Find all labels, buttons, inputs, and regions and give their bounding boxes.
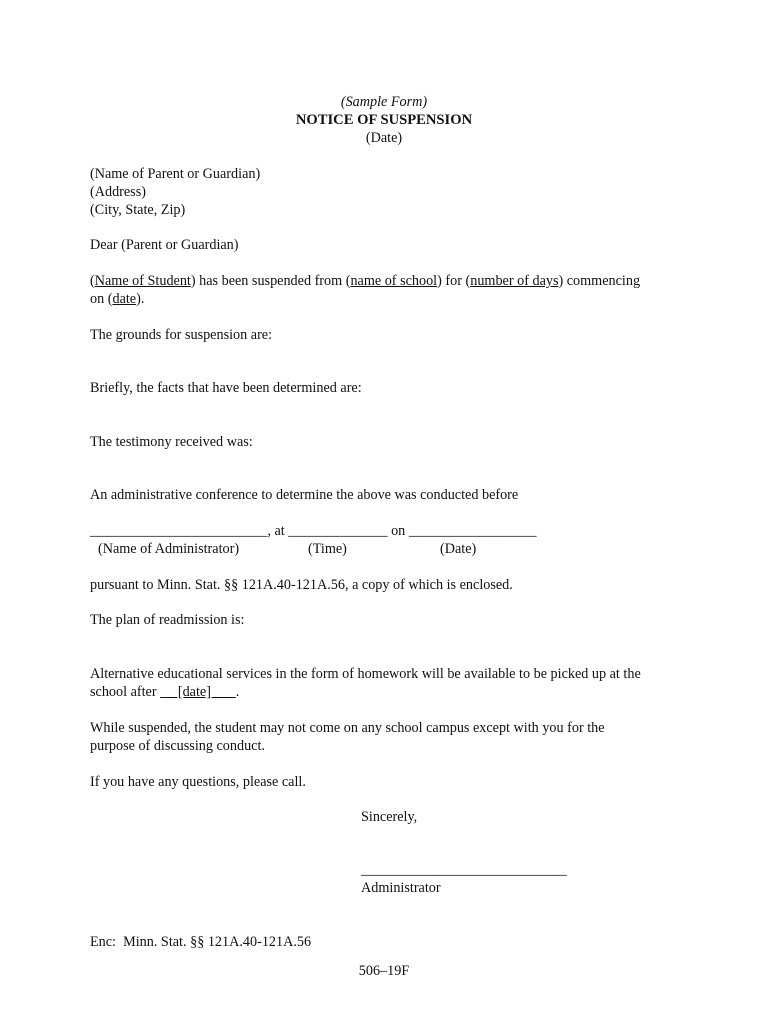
student-name-placeholder: Name of Student [94, 273, 191, 289]
readmission-heading: The plan of readmission is: [90, 612, 245, 628]
text-fragment: school after [90, 684, 161, 700]
signature-line: _____________________________ [361, 862, 567, 878]
alternative-services-line1: Alternative educational services in the form of homework will be available to be picked up at the [90, 666, 641, 682]
statute-sentence: pursuant to Minn. Stat. §§ 121A.40-121A.56, a copy of which is enclosed. [90, 577, 513, 593]
text-fragment: ) commencing [558, 273, 641, 289]
pickup-date-field: [date] [160, 684, 236, 700]
text-fragment: on ( [90, 291, 113, 307]
conference-blanks-line: _________________________, at ______________ on __________________ [90, 523, 537, 539]
text-fragment: ) has been suspended from ( [190, 273, 351, 289]
grounds-heading: The grounds for suspension are: [90, 327, 273, 343]
suspension-sentence-line2 [90, 290, 144, 308]
commencing-date-placeholder: date [112, 291, 137, 307]
recipient-city-state-zip: (City, State, Zip) [90, 202, 186, 218]
form-number: 506–19F [358, 963, 410, 979]
recipient-name: (Name of Parent or Guardian) [90, 166, 261, 182]
questions-sentence: If you have any questions, please call. [90, 774, 306, 790]
alternative-services-line2 [90, 683, 239, 701]
signature-title: Administrator [361, 880, 441, 896]
suspension-sentence-line1 [90, 272, 640, 290]
sample-form-label: (Sample Form) [340, 94, 428, 110]
campus-restriction-line2: purpose of discussing conduct. [90, 738, 265, 754]
conference-sentence: An administrative conference to determine the above was conducted before [90, 487, 519, 503]
closing: Sincerely, [361, 809, 418, 825]
campus-restriction-line1: While suspended, the student may not come on any school campus except with you for the [90, 720, 605, 736]
administrator-name-label: (Name of Administrator) [98, 541, 240, 557]
salutation: Dear (Parent or Guardian) [90, 237, 239, 253]
text-fragment: ( [90, 273, 95, 289]
facts-heading: Briefly, the facts that have been determined are: [90, 380, 362, 396]
text-fragment: ). [136, 291, 145, 307]
recipient-address: (Address) [90, 184, 146, 200]
testimony-heading: The testimony received was: [90, 434, 253, 450]
page-title: NOTICE OF SUSPENSION [295, 112, 473, 128]
text-fragment: ) for ( [437, 273, 471, 289]
school-name-placeholder: name of school [350, 273, 438, 289]
text-fragment: . [235, 684, 240, 700]
date-label: (Date) [440, 541, 477, 557]
time-label: (Time) [308, 541, 347, 557]
number-of-days-placeholder: number of days [470, 273, 559, 289]
date-placeholder: (Date) [365, 130, 403, 146]
enclosure-note: Enc: Minn. Stat. §§ 121A.40-121A.56 [90, 934, 312, 950]
